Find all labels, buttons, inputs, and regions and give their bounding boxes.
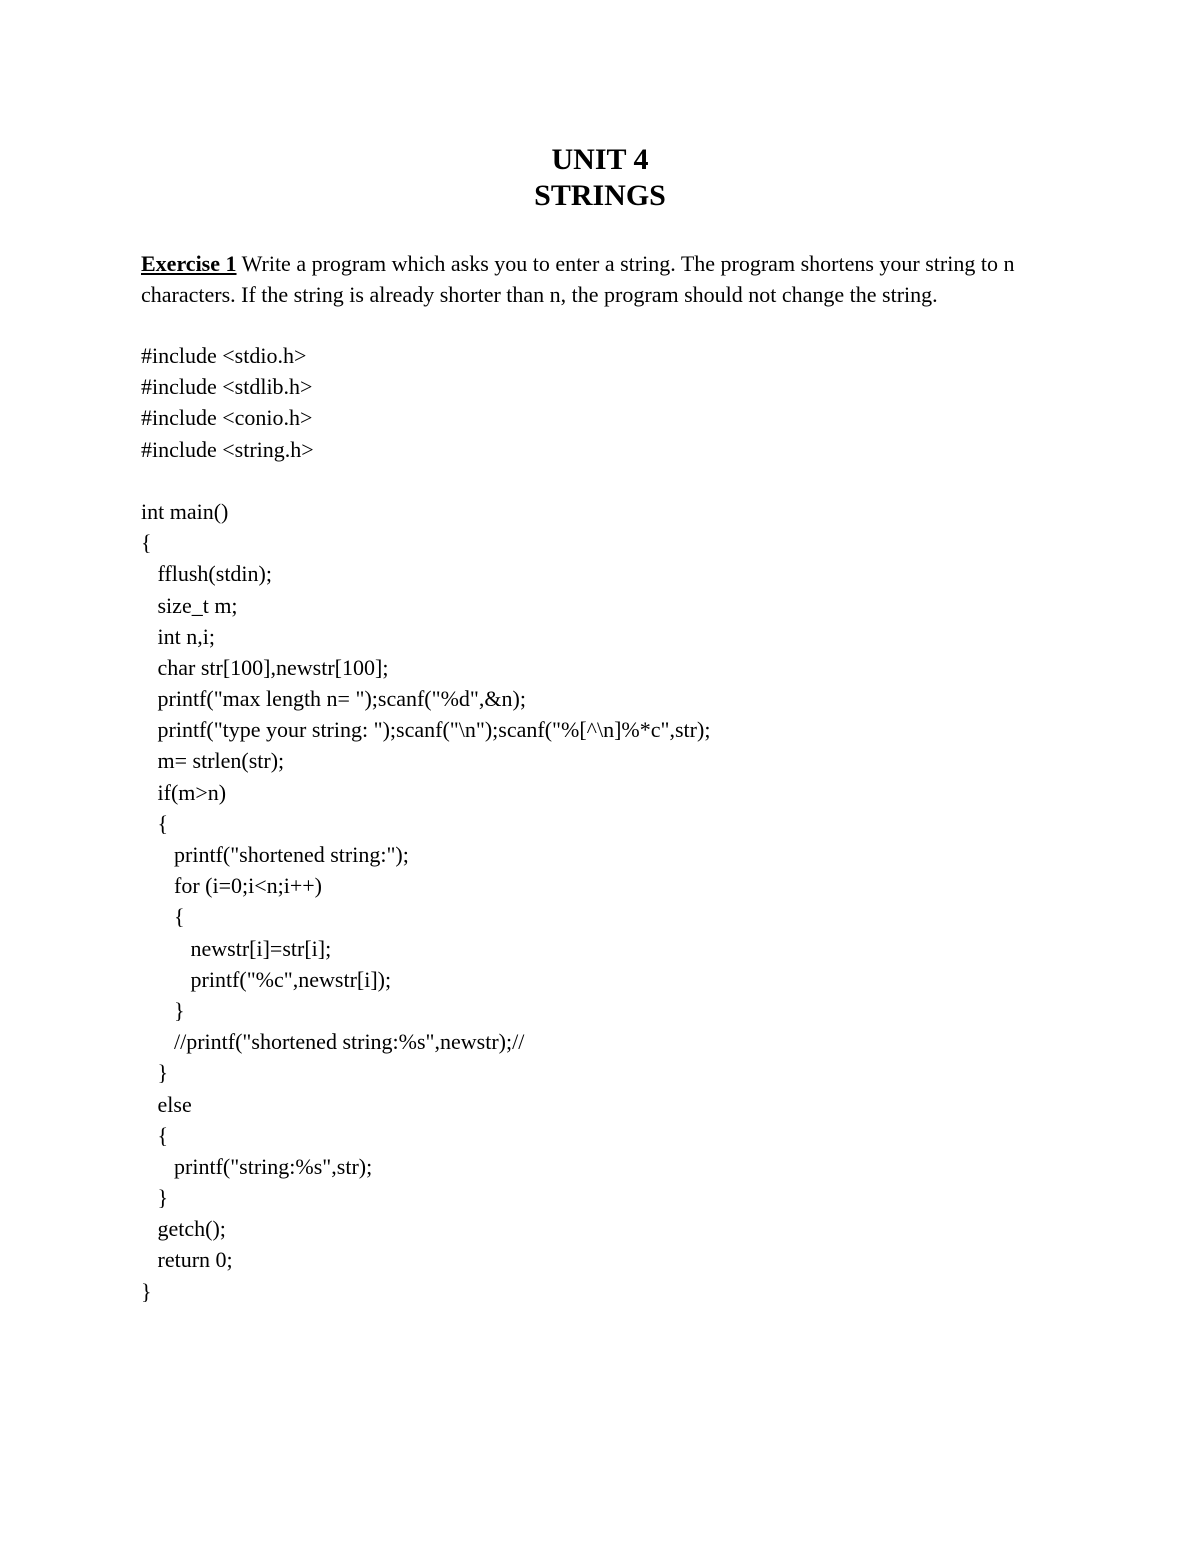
code-line: if(m>n) <box>141 779 227 805</box>
code-line: printf("shortened string:"); <box>141 842 409 867</box>
exercise-description: Write a program which asks you to enter a string. The program shortens your string to n characters. If the string is already shorter than n, the program should not change the string. <box>141 251 1015 307</box>
code-line: } <box>141 997 185 1023</box>
exercise-paragraph <box>141 248 1071 310</box>
code-line: { <box>141 530 152 556</box>
code-line: } <box>141 1185 169 1211</box>
code-line: { <box>141 904 185 930</box>
code-line: int main() <box>141 498 229 524</box>
code-line: { <box>141 1122 169 1148</box>
code-line: } <box>141 1278 152 1304</box>
code-line: fflush(stdin); <box>141 561 272 587</box>
code-line: return 0; <box>141 1247 233 1273</box>
code-line: getch(); <box>141 1216 226 1242</box>
code-line: m= strlen(str); <box>141 748 285 774</box>
code-line: int n,i; <box>141 623 215 649</box>
code-line: char str[100],newstr[100]; <box>141 654 389 680</box>
exercise-label: Exercise 1 <box>141 251 237 276</box>
code-line: //printf("shortened string:%s",newstr);// <box>141 1029 525 1055</box>
code-line: else <box>141 1091 192 1117</box>
code-line: printf("max length n= ");scanf("%d",&n); <box>141 686 526 712</box>
code-line: { <box>141 810 169 836</box>
title-topic: STRINGS <box>534 179 666 212</box>
code-line <box>141 465 1071 496</box>
code-line: } <box>141 1060 169 1086</box>
code-line: printf("%c",newstr[i]); <box>141 966 392 992</box>
code-line: printf("type your string: ");scanf("\n");scanf("%[^\n]%*c",str); <box>141 717 711 743</box>
code-line: #include <stdio.h> <box>141 343 307 368</box>
code-line: printf("string:%s",str); <box>141 1153 373 1179</box>
code-line: #include <string.h> <box>141 436 314 462</box>
code-line: for (i=0;i<n;i++) <box>141 873 322 899</box>
page-title <box>0 142 1200 214</box>
code-line: newstr[i]=str[i]; <box>141 935 332 961</box>
code-line: #include <conio.h> <box>141 405 313 431</box>
title-unit: UNIT 4 <box>551 143 649 176</box>
code-line: size_t m; <box>141 592 238 618</box>
code-listing <box>141 340 1071 1307</box>
code-line: #include <stdlib.h> <box>141 374 313 400</box>
